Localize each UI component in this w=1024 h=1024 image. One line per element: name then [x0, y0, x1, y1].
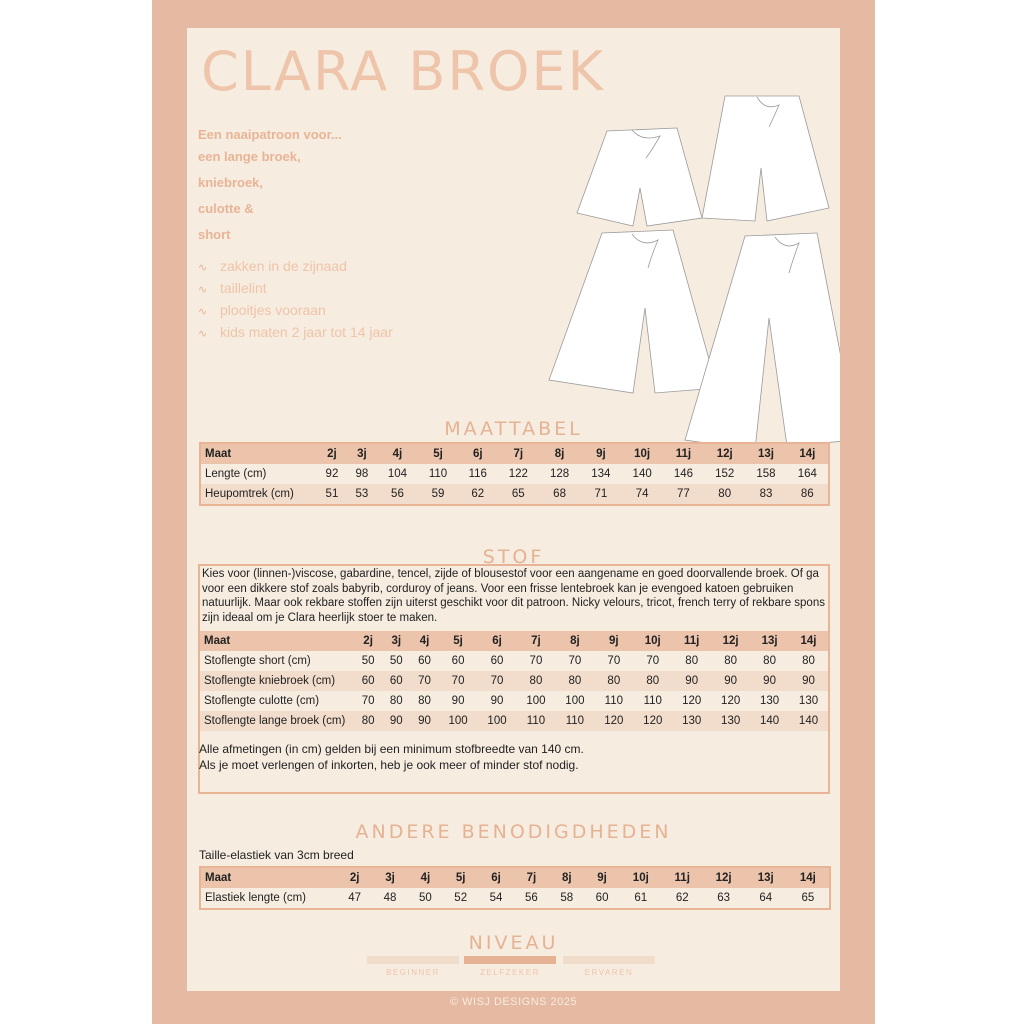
table-row [200, 691, 828, 711]
size-header-cell: 14j [799, 872, 816, 884]
table-cell: 120 [643, 715, 663, 727]
table-cell: 63 [717, 892, 731, 904]
intro-line: kniebroek, [198, 175, 264, 190]
table-cell: 90 [685, 675, 699, 687]
table-cell: 52 [454, 892, 468, 904]
table-cell: 62 [471, 488, 485, 500]
feature-item [198, 300, 393, 322]
table-cell: 70 [529, 655, 543, 667]
table-cell: 60 [361, 675, 375, 687]
table-cell: 140 [632, 468, 652, 480]
table-cell: 70 [418, 675, 431, 687]
table-cell: 60 [389, 675, 403, 687]
feature-text: plooitjes vooraan [220, 302, 326, 318]
wave-bullet-icon: ∿ [198, 328, 208, 340]
niveau-bar [464, 956, 556, 964]
size-header-cell: 8j [570, 635, 580, 647]
size-header-cell: 14j [799, 448, 816, 460]
size-header-cell: 13j [761, 635, 778, 647]
intro-line: culotte & [198, 201, 254, 216]
feature-text: taillelint [220, 280, 267, 296]
size-header-cell: 7j [526, 872, 537, 884]
size-header-cell: 11j [675, 448, 692, 460]
size-header-cell: 13j [757, 872, 774, 884]
table-cell: 70 [451, 675, 465, 687]
culotte-drawing [549, 230, 717, 393]
maattabel-table [201, 444, 828, 504]
table-cell: 140 [759, 715, 780, 727]
feature-item [198, 278, 393, 300]
size-header-cell: 7j [531, 635, 541, 647]
stof-table [200, 631, 828, 731]
table-cell: 80 [718, 488, 732, 500]
table-cell: 80 [763, 655, 776, 667]
table-cell: 80 [418, 695, 431, 707]
niveau-label: BEGINNER [386, 968, 440, 977]
table-cell: 64 [759, 892, 773, 904]
row-label: Stoflengte short (cm) [204, 655, 311, 667]
table-cell: 77 [677, 488, 690, 500]
table-cell: 70 [568, 655, 582, 667]
table-cell: 100 [565, 695, 585, 707]
table-cell: 128 [549, 468, 570, 480]
table-cell: 110 [643, 695, 662, 707]
table-header-row [200, 631, 828, 651]
row-label: Heupomtrek (cm) [205, 488, 294, 500]
table-cell: 56 [391, 488, 404, 500]
intro-line: een lange broek, [198, 149, 301, 164]
table-cell: 80 [529, 675, 543, 687]
row-label: Lengte (cm) [205, 468, 267, 480]
size-header-cell: 2j [327, 448, 337, 460]
intro-line: Een naaipatroon voor... [198, 127, 342, 142]
stof-description: Kies voor (linnen-)viscose, gabardine, tencel, zijde of blousestof voor een aangename en goed doorvallende broek. Of ga voor een dikkere stof zoals babyrib, corduroy of jeans. Voor een frisse lentebroek kan je evengoed katoen gebruiken natuurlijk. Maar ook rekbare stoffen zijn uiterst geschikt voor dit patroon. Nicky velours, tricot, french terry of rekbare spons zijn ideaal om je Clara heerlijk stoer te maken. [202, 568, 825, 624]
size-header-cell: 10j [644, 635, 661, 647]
size-header-cell: 2j [349, 872, 360, 884]
table-cell: 110 [565, 715, 585, 727]
wave-bullet-icon: ∿ [198, 284, 208, 296]
stof-heading: STOF [482, 546, 545, 568]
row-label: Elastiek lengte (cm) [205, 892, 306, 904]
niveau-label: ZELFZEKER [480, 968, 540, 977]
table-header-label: Maat [205, 872, 232, 884]
size-header-cell: 6j [492, 635, 502, 647]
niveau-heading: NIVEAU [468, 932, 559, 954]
table-cell: 90 [724, 675, 738, 687]
table-cell: 80 [724, 655, 738, 667]
table-cell: 60 [595, 892, 609, 904]
table-cell: 70 [361, 695, 375, 707]
table-cell: 53 [355, 488, 369, 500]
table-cell: 70 [646, 655, 660, 667]
intro-list [198, 125, 498, 251]
size-header-cell: 11j [684, 635, 700, 647]
table-cell: 80 [568, 675, 582, 687]
maattabel-heading: MAATTABEL [444, 418, 583, 440]
niveau-label: ERVAREN [584, 968, 634, 977]
table-cell: 120 [604, 715, 624, 727]
kniebroek-drawing [702, 96, 829, 221]
andere-table [201, 868, 829, 908]
table-cell: 71 [594, 488, 608, 500]
table-cell: 58 [560, 892, 574, 904]
table-row [201, 464, 828, 484]
size-header-cell: 10j [634, 448, 651, 460]
niveau-level-beginner [367, 956, 459, 977]
table-cell: 92 [325, 468, 339, 480]
page-title: CLARA BROEK [201, 40, 606, 103]
table-row [201, 484, 828, 504]
andere-heading: ANDERE BENODIGDHEDEN [355, 821, 672, 843]
niveau-bar [367, 956, 459, 964]
size-header-cell: 4j [420, 872, 431, 884]
andere-subtitle: Taille-elastiek van 3cm breed [199, 848, 354, 862]
table-row [200, 711, 828, 731]
table-cell: 80 [685, 655, 699, 667]
table-cell: 74 [635, 488, 649, 500]
table-cell: 61 [634, 892, 648, 904]
size-header-cell: 5j [453, 635, 463, 647]
stof-note: Alle afmetingen (in cm) gelden bij een minimum stofbreedte van 140 cm. [199, 742, 584, 756]
table-cell: 152 [715, 468, 735, 480]
table-cell: 164 [797, 468, 817, 480]
size-header-cell: 8j [554, 448, 565, 460]
table-cell: 116 [468, 468, 487, 480]
short-drawing [577, 128, 702, 226]
table-cell: 140 [798, 715, 819, 727]
size-header-cell: 10j [632, 872, 649, 884]
size-header-cell: 12j [715, 872, 732, 884]
pants-illustration [537, 68, 840, 448]
size-header-cell: 12j [722, 635, 739, 647]
size-header-cell: 6j [491, 872, 501, 884]
table-cell: 110 [526, 715, 546, 727]
size-header-cell: 7j [513, 448, 524, 460]
feature-item [198, 322, 393, 344]
sheet-inner [187, 28, 840, 991]
size-header-cell: 9j [596, 448, 606, 460]
size-header-cell: 13j [757, 448, 774, 460]
table-header-row [201, 444, 828, 464]
size-header-cell: 11j [674, 872, 690, 884]
table-cell: 100 [487, 715, 507, 727]
row-label: Stoflengte culotte (cm) [204, 695, 320, 707]
table-cell: 90 [418, 715, 431, 727]
table-header-label: Maat [204, 635, 231, 647]
wave-bullet-icon: ∿ [198, 306, 208, 318]
table-cell: 86 [800, 488, 814, 500]
table-cell: 70 [490, 675, 504, 687]
table-cell: 122 [508, 468, 528, 480]
size-header-cell: 5j [455, 872, 466, 884]
table-row [200, 651, 828, 671]
size-header-cell: 3j [391, 635, 402, 647]
row-label: Stoflengte lange broek (cm) [204, 715, 346, 727]
table-cell: 60 [451, 655, 465, 667]
size-header-cell: 2j [363, 635, 373, 647]
table-cell: 90 [763, 675, 776, 687]
table-header-row [201, 868, 829, 888]
table-cell: 47 [348, 892, 362, 904]
table-cell: 60 [490, 655, 504, 667]
table-cell: 158 [756, 468, 776, 480]
copyright: © WISJ DESIGNS 2025 [449, 996, 578, 1008]
table-cell: 104 [387, 468, 408, 480]
intro-line: short [198, 227, 231, 242]
table-cell: 130 [759, 695, 780, 707]
table-header-label: Maat [205, 448, 232, 460]
table-cell: 134 [591, 468, 611, 480]
size-header-cell: 5j [433, 448, 443, 460]
table-cell: 110 [428, 468, 448, 480]
table-cell: 120 [721, 695, 741, 707]
table-cell: 90 [451, 695, 465, 707]
table-cell: 83 [759, 488, 773, 500]
table-cell: 130 [721, 715, 741, 727]
niveau-bar [563, 956, 655, 964]
table-cell: 48 [383, 892, 397, 904]
feature-item [198, 256, 393, 278]
table-cell: 80 [361, 715, 375, 727]
feature-text: kids maten 2 jaar tot 14 jaar [220, 324, 393, 340]
feature-list [198, 256, 393, 344]
table-cell: 65 [801, 892, 815, 904]
niveau-level-ervaren [563, 956, 655, 977]
size-header-cell: 8j [561, 872, 572, 884]
table-cell: 62 [675, 892, 689, 904]
wave-bullet-icon: ∿ [198, 262, 208, 274]
pattern-sheet [152, 0, 875, 1024]
table-cell: 59 [431, 488, 445, 500]
table-cell: 51 [325, 488, 339, 500]
table-cell: 50 [389, 655, 403, 667]
stof-note: Als je moet verlengen of inkorten, heb je ook meer of minder stof nodig. [199, 758, 579, 772]
table-cell: 146 [673, 468, 694, 480]
table-cell: 130 [798, 695, 819, 707]
table-cell: 65 [511, 488, 525, 500]
table-cell: 80 [802, 655, 815, 667]
size-header-cell: 6j [472, 448, 483, 460]
niveau-level-zelfzeker [464, 956, 556, 977]
table-row [200, 671, 828, 691]
table-cell: 50 [361, 655, 375, 667]
size-header-cell: 4j [392, 448, 403, 460]
table-cell: 80 [607, 675, 621, 687]
table-cell: 110 [604, 695, 623, 707]
feature-text: zakken in de zijnaad [220, 258, 347, 274]
table-cell: 54 [489, 892, 503, 904]
size-header-cell: 4j [419, 635, 430, 647]
table-cell: 60 [418, 655, 431, 667]
table-cell: 56 [524, 892, 538, 904]
table-cell: 100 [526, 695, 546, 707]
table-cell: 90 [802, 675, 815, 687]
size-header-cell: 3j [385, 872, 395, 884]
table-row [201, 888, 829, 908]
size-header-cell: 3j [357, 448, 367, 460]
table-cell: 90 [490, 695, 504, 707]
lange-broek-drawing [685, 233, 840, 448]
size-header-cell: 9j [597, 872, 607, 884]
row-label: Stoflengte kniebroek (cm) [204, 675, 336, 687]
table-cell: 90 [389, 715, 403, 727]
table-cell: 98 [355, 468, 369, 480]
table-cell: 120 [682, 695, 702, 707]
table-cell: 80 [389, 695, 403, 707]
table-cell: 68 [553, 488, 566, 500]
size-header-cell: 9j [609, 635, 619, 647]
table-cell: 100 [448, 715, 468, 727]
table-cell: 80 [646, 675, 660, 687]
table-cell: 50 [418, 892, 432, 904]
size-header-cell: 14j [800, 635, 817, 647]
table-cell: 70 [607, 655, 621, 667]
size-header-cell: 12j [716, 448, 733, 460]
table-cell: 130 [682, 715, 702, 727]
